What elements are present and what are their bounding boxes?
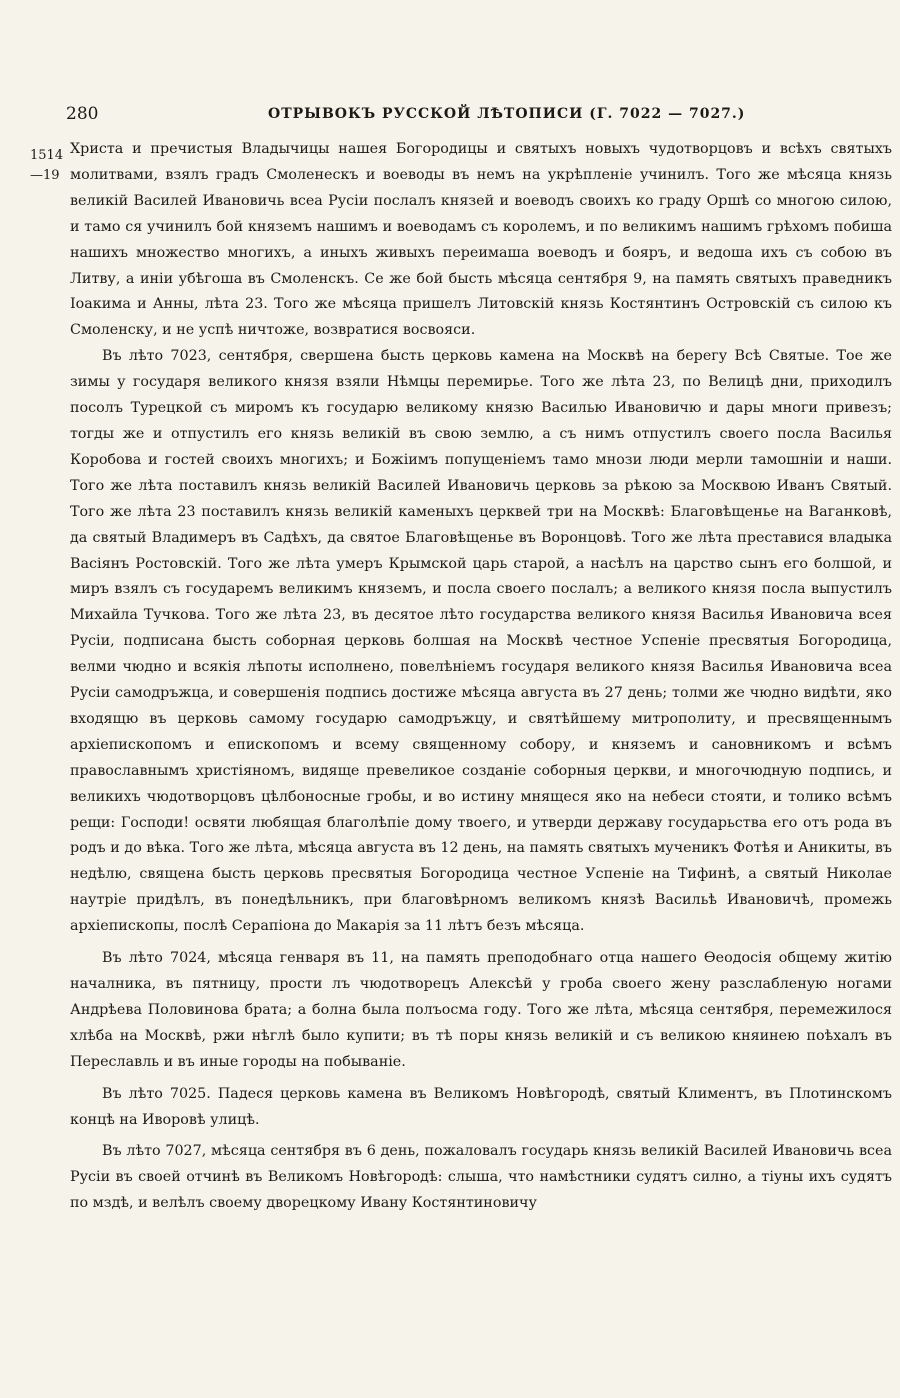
- margin-year-note: [30, 146, 70, 186]
- paragraph-continuation: Христа и пречистыя Владычицы нашея Богородицы и святыхъ новыхъ чудотворцовъ и всѣхъ святыхъ молитвами, взялъ градъ Смоленескъ и воеводы въ немъ на укрѣпленіе учинилъ. Того же мѣсяца князь великій Василей Ивановичь всеа Русіи послалъ князей и воеводъ своихъ ко граду Оршѣ со многою силою, и тамо ся учинилъ бой княземъ нашимъ и воеводамъ съ королемъ, и по великимъ нашимъ грѣхомъ побиша нашихъ множество многихъ, а иныхъ живыхъ переимаша воеводъ и бояръ, и ведоша ихъ съ собою въ Литву, а инiи убѣгоша въ Смоленскъ. Се же бой бысть мѣсяца сентября 9, на память святыхъ праведникъ Іоакима и Анны, лѣта 23. Того же мѣсяца пришелъ Литовскій князь Костянтинъ Островскій съ силою къ Смоленску, и не успѣ ничтоже, возвратися восвояси.: [70, 141, 892, 339]
- running-head: [66, 104, 860, 128]
- chronicle-text: [70, 137, 892, 1217]
- running-title: ОТРЫВОКЪ РУССКОЙ ЛѢТОПИСИ (Г. 7022 — 7027.): [268, 106, 746, 122]
- paragraph-7023: Въ лѣто 7023, сентября, свершена бысть церковь камена на Москвѣ на берегу Всѣ Святые. Тое же зимы у государя великого князя взяли Нѣмцы перемирье. Того же лѣта 23, по Велицѣ дни, приходилъ посолъ Турецкой съ миромъ къ государю великому князю Василью Ивановичю и дары многи привезъ; тогды же и отпустилъ его князь великій въ свою землю, а съ нимъ отпустилъ своего посла Василья Коробова и гостей своихъ многихъ; и Божіимъ попущеніемъ тамо мнози люди мерли тамошнiи и наши. Того же лѣта поставилъ князь великій Василей Ивановичь церковь за рѣкою за Москвою Иванъ Святый. Того же лѣта 23 поставилъ князь великій каменыхъ церквей три на Москвѣ: Благовѣщенье на Ваганковѣ, да святый Владимеръ въ Садѣхъ, да святое Благовѣщенье въ Воронцовѣ. Того же лѣта преставися владыка Васіянъ Ростовскій. Того же лѣта умеръ Крымской царь старой, а насѣлъ на царство сынъ его болшой, и миръ взялъ съ государемъ великимъ княземъ, и посла своего послалъ; а великого князя посла выпустилъ Михайла Тучкова. Того же лѣта 23, въ десятое лѣто государства великого князя Василья Ивановича всея Русіи, подписана бысть соборная церковь болшая на Москвѣ честное Успеніе пресвятыя Богородица, велми чюдно и всякія лѣпоты исполнено, повелѣніемъ государя великого князя Василья Ивановича всеа Русіи самодръжца, и совершенія подпись достиже мѣсяца августа въ 27 день; толми же чюдно видѣти, яко входящю въ церковь самому государю самодръжцу, и святѣйшему митрополиту, и пресвященнымъ архіепископомъ и епископомъ и всему священному собору, и княземъ и сановникомъ и всѣмъ православнымъ христіяномъ, видяще превеликое созданіе соборныя церкви, и многочюдную подпись, и великихъ чюдотворцовъ цѣлбоносные гробы, и во истину мнящеся яко на небеси стояти, и толико всѣмъ рещи: Господи! освяти любящая благолѣпіе дому твоего, и утверди державу государьства его отъ рода въ родъ и до вѣка. Того же лѣта, мѣсяца августа въ 12 день, на память святыхъ мученикъ Фотѣя и Аникиты, въ недѣлю, священа бысть церковь пресвятыя Богородица честное Успеніе на Тифинѣ, а святый Николае наутріе придѣлъ, въ понедѣльникъ, при благовѣрномъ великомъ князѣ Васильѣ Ивановичѣ, промежь архіепископы, послѣ Серапіона до Макарія за 11 лѣтъ безъ мѣсяца.: [70, 348, 892, 935]
- paragraph-7027: Въ лѣто 7027, мѣсяца сентября въ 6 день, пожаловалъ государь князь великій Василей Ивановичь всеа Русіи въ своей отчинѣ въ Великомъ Новѣгородѣ: слыша, что намѣстники судятъ силно, а тіуны ихъ судятъ по мздѣ, и велѣлъ своему дворецкому Ивану Костянтиновичу: [70, 1143, 892, 1212]
- margin-year-top: 1514: [30, 148, 64, 163]
- page-number: 280: [66, 104, 99, 124]
- paragraph-7024: Въ лѣто 7024, мѣсяца генваря въ 11, на память преподобнаго отца нашего Ѳеодосія общему житію началника, въ пятницу, прости лъ чюдотворецъ Алексѣй у гроба своего жену разслабленую ногами Андрѣева Половинова брата; а болна была полъосма году. Того же лѣта, мѣсяца сентября, перемежилося хлѣба на Москвѣ, ржи нѣглѣ было купити; въ тѣ поры князь великій и съ великою княинею поѣхалъ въ Переславль и въ иные городы на побываніе.: [70, 950, 892, 1070]
- margin-year-bottom: —19: [30, 168, 60, 183]
- paragraph-7025: Въ лѣто 7025. Падеся церковь камена въ Великомъ Новѣгородѣ, святый Климентъ, въ Плотинскомъ концѣ на Иворовѣ улицѣ.: [70, 1085, 892, 1128]
